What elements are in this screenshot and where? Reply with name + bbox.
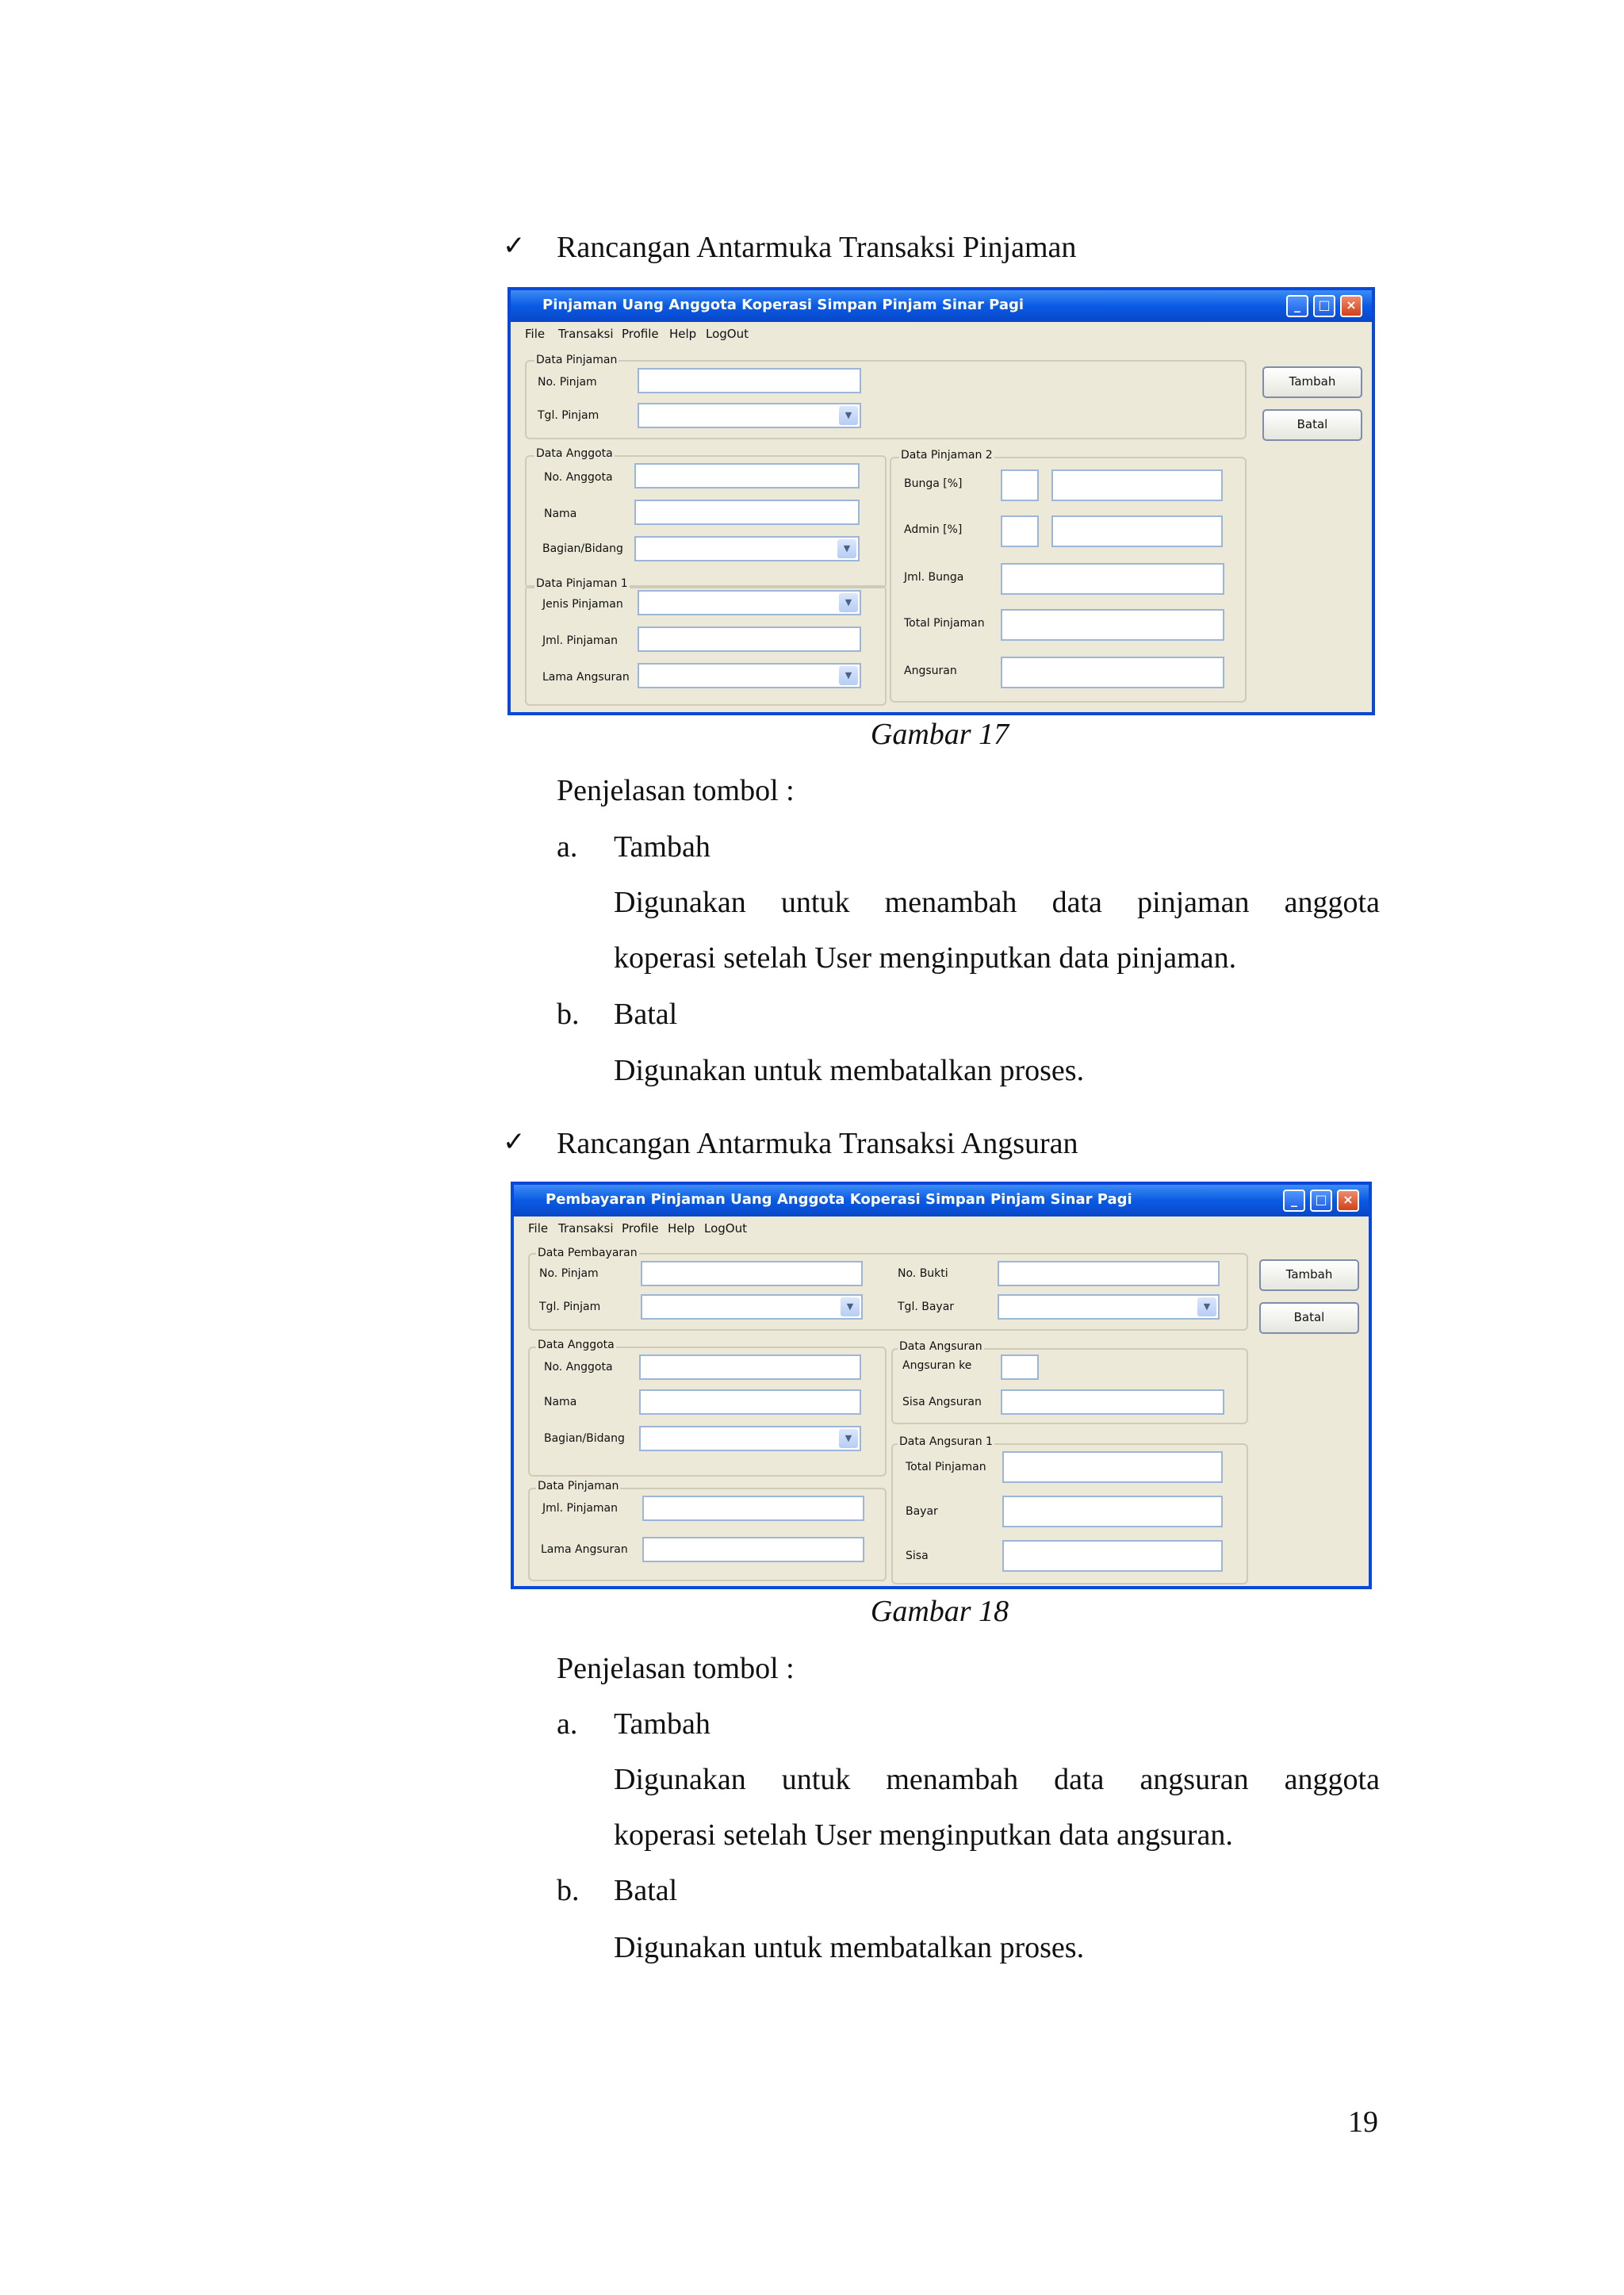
chevron-down-icon[interactable]: ▼: [839, 406, 858, 425]
no-anggota-input[interactable]: [634, 463, 860, 489]
menu-profile[interactable]: Profile: [622, 1221, 659, 1236]
label-tgl-pinjam: Tgl. Pinjam: [539, 1301, 601, 1313]
no-pinjam-input[interactable]: [638, 368, 861, 393]
label-jml-pinjaman: Jml. Pinjaman: [542, 1502, 619, 1515]
word: anggota: [1284, 886, 1380, 919]
tgl-pinjam-combo[interactable]: [638, 403, 861, 428]
tambah-button[interactable]: Tambah: [1262, 366, 1362, 398]
batal-button[interactable]: Batal: [1259, 1302, 1359, 1334]
angsuran-input[interactable]: [1001, 657, 1224, 688]
chevron-down-icon[interactable]: ▼: [1197, 1297, 1216, 1316]
maximize-icon[interactable]: □: [1310, 1190, 1332, 1212]
word: menambah: [886, 1763, 1019, 1796]
label-jml-bunga: Jml. Bunga: [904, 571, 964, 584]
word: Digunakan: [614, 1763, 746, 1796]
jenis-pinjaman-combo[interactable]: [638, 590, 861, 615]
group-title: Data Pinjaman 1: [536, 577, 628, 590]
sisa-input[interactable]: [1002, 1540, 1223, 1572]
label-sisa: Sisa: [906, 1550, 929, 1562]
word: Digunakan: [614, 886, 746, 919]
close-icon[interactable]: ×: [1337, 1190, 1359, 1212]
bagian-combo[interactable]: [634, 536, 860, 561]
pinjaman-window: [508, 287, 1375, 715]
word: anggota: [1284, 1763, 1380, 1796]
label-bagian: Bagian/Bidang: [544, 1432, 625, 1445]
label-bunga: Bunga [%]: [904, 477, 963, 490]
label-nama: Nama: [544, 1396, 577, 1408]
label-jml-pinjaman: Jml. Pinjaman: [542, 634, 619, 647]
label-bayar: Bayar: [906, 1505, 938, 1518]
angsuran-window: [511, 1182, 1372, 1589]
title-bar: [511, 290, 1372, 322]
admin-value-input[interactable]: [1051, 515, 1223, 547]
close-icon[interactable]: ×: [1340, 295, 1362, 317]
group-title: Data Angsuran 1: [899, 1435, 993, 1448]
window-title: Pembayaran Pinjaman Uang Anggota Koperasi Simpan Pinjam Sinar Pagi: [546, 1191, 1132, 1208]
item-desc-line: koperasi setelah User menginputkan data pinjaman.: [614, 941, 1237, 975]
section-heading-angsuran: Rancangan Antarmuka Transaksi Angsuran: [557, 1127, 1078, 1160]
lama-angsuran-combo[interactable]: [638, 663, 861, 688]
no-pinjam-input[interactable]: [641, 1261, 863, 1286]
word: untuk: [780, 886, 850, 919]
tgl-bayar-combo[interactable]: [998, 1294, 1220, 1320]
label-no-bukti: No. Bukti: [898, 1267, 948, 1280]
bagian-combo[interactable]: [639, 1426, 861, 1451]
label-lama-angsuran: Lama Angsuran: [541, 1543, 628, 1556]
jml-pinjaman-input[interactable]: [642, 1496, 864, 1521]
label-no-anggota: No. Anggota: [544, 471, 613, 484]
label-no-pinjam: No. Pinjam: [539, 1267, 599, 1280]
chevron-down-icon[interactable]: ▼: [841, 1297, 860, 1316]
menu-transaksi[interactable]: Transaksi: [558, 1221, 614, 1236]
angsuran-ke-input[interactable]: [1001, 1354, 1039, 1380]
menu-help[interactable]: Help: [669, 327, 697, 341]
item-desc-line: [614, 885, 1380, 920]
minimize-icon[interactable]: _: [1283, 1190, 1305, 1212]
jml-bunga-input[interactable]: [1001, 563, 1224, 595]
no-bukti-input[interactable]: [998, 1261, 1220, 1286]
batal-button[interactable]: Batal: [1262, 409, 1362, 441]
label-nama: Nama: [544, 508, 577, 520]
bayar-input[interactable]: [1002, 1496, 1223, 1527]
total-pinjaman-input[interactable]: [1002, 1451, 1223, 1483]
explain-title: Penjelasan tombol :: [557, 1652, 795, 1685]
list-marker: a.: [557, 830, 578, 864]
menu-profile[interactable]: Profile: [622, 327, 659, 341]
word: data: [1054, 1763, 1105, 1796]
item-label-batal: Batal: [614, 1874, 678, 1907]
section-heading-pinjaman: Rancangan Antarmuka Transaksi Pinjaman: [557, 231, 1077, 264]
chevron-down-icon[interactable]: ▼: [837, 539, 856, 558]
bunga-value-input[interactable]: [1051, 469, 1223, 501]
admin-input[interactable]: [1001, 515, 1039, 547]
nama-input[interactable]: [634, 500, 860, 525]
label-tgl-pinjam: Tgl. Pinjam: [538, 409, 599, 422]
menu-bar: [511, 322, 1372, 346]
list-marker: a.: [557, 1707, 578, 1741]
label-angsuran: Angsuran: [904, 665, 957, 677]
label-no-pinjam: No. Pinjam: [538, 376, 597, 389]
menu-file[interactable]: File: [525, 327, 546, 341]
item-desc-line: Digunakan untuk membatalkan proses.: [614, 1054, 1085, 1087]
menu-logout[interactable]: LogOut: [704, 1221, 747, 1236]
chevron-down-icon[interactable]: ▼: [839, 1429, 858, 1448]
label-no-anggota: No. Anggota: [544, 1361, 613, 1374]
checkmark-icon: ✓: [503, 230, 526, 262]
tambah-button[interactable]: Tambah: [1259, 1259, 1359, 1291]
group-data-pinjaman: [525, 360, 1247, 439]
label-jenis-pinjaman: Jenis Pinjaman: [542, 598, 623, 611]
group-title: Data Anggota: [536, 447, 613, 460]
group-title: Data Pinjaman: [538, 1480, 619, 1492]
label-sisa-angsuran: Sisa Angsuran: [902, 1396, 982, 1408]
label-bagian: Bagian/Bidang: [542, 542, 623, 555]
label-total-pinjaman: Total Pinjaman: [906, 1461, 986, 1473]
sisa-angsuran-input[interactable]: [1001, 1389, 1224, 1415]
item-label-tambah: Tambah: [614, 1707, 710, 1741]
menu-file[interactable]: File: [528, 1221, 549, 1236]
item-desc-line: koperasi setelah User menginputkan data angsuran.: [614, 1818, 1233, 1852]
jml-pinjaman-input[interactable]: [638, 626, 861, 652]
item-desc-line: [614, 1762, 1380, 1797]
word: menambah: [884, 886, 1017, 919]
bunga-input[interactable]: [1001, 469, 1039, 501]
label-angsuran-ke: Angsuran ke: [902, 1359, 972, 1372]
tgl-pinjam-combo[interactable]: [641, 1294, 863, 1320]
group-title: Data Angsuran: [899, 1340, 982, 1353]
item-label-tambah: Tambah: [614, 830, 710, 864]
window-title: Pinjaman Uang Anggota Koperasi Simpan Pinjam Sinar Pagi: [542, 297, 1025, 313]
page-number: 19: [1348, 2105, 1378, 2139]
figure-caption: Gambar 17: [870, 718, 1009, 751]
lama-angsuran-input[interactable]: [642, 1537, 864, 1562]
group-title: Data Anggota: [538, 1339, 615, 1351]
label-lama-angsuran: Lama Angsuran: [542, 671, 630, 684]
group-title: Data Pinjaman 2: [901, 449, 993, 462]
minimize-icon[interactable]: _: [1286, 295, 1308, 317]
explain-title: Penjelasan tombol :: [557, 774, 795, 807]
nama-input[interactable]: [639, 1389, 861, 1415]
chevron-down-icon[interactable]: ▼: [839, 593, 858, 612]
word: untuk: [781, 1763, 851, 1796]
word: pinjaman: [1137, 886, 1250, 919]
list-marker: b.: [557, 1874, 580, 1907]
list-marker: b.: [557, 998, 580, 1031]
label-total-pinjaman: Total Pinjaman: [904, 617, 985, 630]
no-anggota-input[interactable]: [639, 1354, 861, 1380]
figure-caption: Gambar 18: [870, 1595, 1009, 1628]
total-pinjaman-input[interactable]: [1001, 609, 1224, 641]
word: angsuran: [1139, 1763, 1249, 1796]
group-title: Data Pembayaran: [538, 1247, 638, 1259]
chevron-down-icon[interactable]: ▼: [839, 666, 858, 685]
item-desc-line: Digunakan untuk membatalkan proses.: [614, 1931, 1085, 1964]
menu-logout[interactable]: LogOut: [706, 327, 749, 341]
checkmark-icon: ✓: [503, 1126, 526, 1158]
maximize-icon[interactable]: □: [1313, 295, 1335, 317]
menu-bar: [514, 1216, 1369, 1240]
group-title: Data Pinjaman: [536, 354, 618, 366]
item-label-batal: Batal: [614, 998, 678, 1031]
label-tgl-bayar: Tgl. Bayar: [898, 1301, 955, 1313]
title-bar: [514, 1185, 1369, 1216]
word: data: [1051, 886, 1102, 919]
label-admin: Admin [%]: [904, 523, 963, 536]
menu-transaksi[interactable]: Transaksi: [558, 327, 614, 341]
menu-help[interactable]: Help: [668, 1221, 695, 1236]
